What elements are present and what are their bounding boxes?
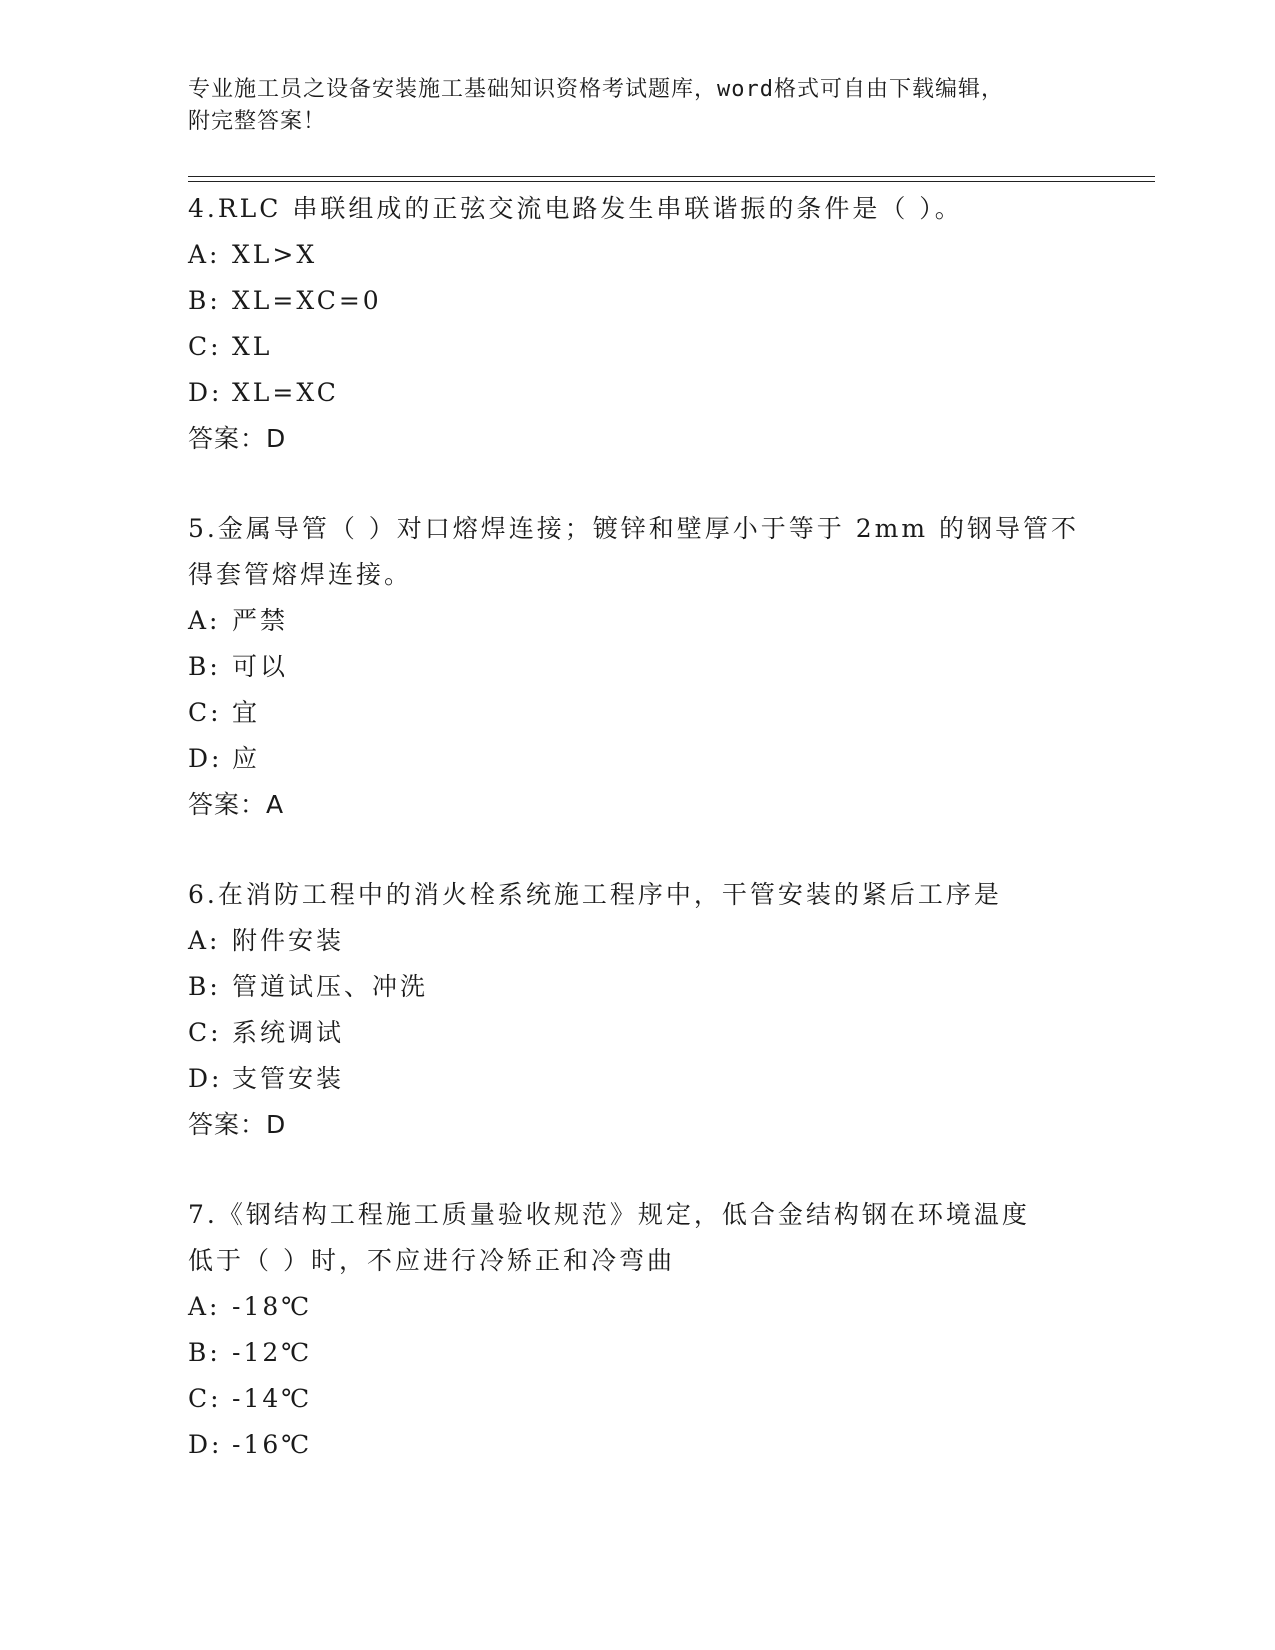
option-letter: A:	[188, 1292, 221, 1321]
header-divider-bottom	[188, 181, 1155, 182]
option-d	[188, 1422, 1088, 1468]
option-letter: A:	[188, 240, 221, 269]
question-4	[188, 186, 1088, 462]
option-letter: B:	[188, 972, 221, 1001]
option-text: 严禁	[232, 606, 289, 635]
option-a	[188, 918, 1088, 964]
option-letter: D:	[188, 378, 223, 407]
question-stem: 4.RLC 串联组成的正弦交流电路发生串联谐振的条件是（ ）。	[188, 194, 963, 223]
option-letter: A:	[188, 926, 221, 955]
option-letter: A:	[188, 606, 221, 635]
option-d	[188, 370, 1088, 416]
option-c	[188, 324, 1088, 370]
option-letter: C:	[188, 1018, 222, 1047]
question-stem-line-1: 5.金属导管（ ）对口熔焊连接；镀锌和壁厚小于等于 2mm 的钢导管不	[188, 514, 1080, 543]
option-letter: B:	[188, 652, 221, 681]
option-letter: C:	[188, 1384, 222, 1413]
question-6	[188, 872, 1088, 1148]
option-text: -16℃	[232, 1430, 313, 1459]
option-b	[188, 1330, 1088, 1376]
header-line-2: 附完整答案！	[188, 109, 327, 134]
option-b	[188, 644, 1088, 690]
question-stem-line-1: 7.《钢结构工程施工质量验收规范》规定，低合金结构钢在环境温度	[188, 1200, 1030, 1229]
option-text: XL=XC=0	[232, 286, 382, 315]
option-c	[188, 1376, 1088, 1422]
option-letter: C:	[188, 698, 222, 727]
option-text: -12℃	[232, 1338, 313, 1367]
question-stem-line-2: 得套管熔焊连接。	[188, 560, 413, 589]
option-text: 附件安装	[232, 926, 345, 955]
option-text: -18℃	[232, 1292, 313, 1321]
option-letter: B:	[188, 1338, 221, 1367]
option-b	[188, 964, 1088, 1010]
question-stem-line-2: 低于（ ）时，不应进行冷矫正和冷弯曲	[188, 1246, 675, 1275]
option-text: XL=XC	[232, 378, 339, 407]
option-d	[188, 736, 1088, 782]
option-text: XL	[232, 332, 273, 361]
option-text: 支管安装	[232, 1064, 345, 1093]
option-c	[188, 690, 1088, 736]
header-divider-top	[188, 176, 1155, 177]
option-text: 系统调试	[232, 1018, 345, 1047]
option-b	[188, 278, 1088, 324]
option-text: XL>X	[232, 240, 318, 269]
option-text: 可以	[232, 652, 289, 681]
option-text: -14℃	[232, 1384, 313, 1413]
option-text: 管道试压、冲洗	[232, 972, 429, 1001]
option-text: 宜	[232, 698, 261, 727]
option-letter: D:	[188, 744, 223, 773]
answer-line: 答案：D	[188, 1110, 287, 1139]
answer-line: 答案：A	[188, 790, 285, 819]
option-letter: C:	[188, 332, 222, 361]
question-stem: 6.在消防工程中的消火栓系统施工程序中，干管安装的紧后工序是	[188, 880, 1002, 909]
option-a	[188, 598, 1088, 644]
option-letter: B:	[188, 286, 221, 315]
option-a	[188, 1284, 1088, 1330]
option-d	[188, 1056, 1088, 1102]
option-letter: D:	[188, 1430, 223, 1459]
option-a	[188, 232, 1088, 278]
option-text: 应	[232, 744, 261, 773]
answer-line: 答案：D	[188, 424, 287, 453]
option-c	[188, 1010, 1088, 1056]
document-header	[188, 74, 1088, 138]
option-letter: D:	[188, 1064, 223, 1093]
question-5	[188, 506, 1088, 828]
header-line-1: 专业施工员之设备安装施工基础知识资格考试题库，word格式可自由下载编辑，	[188, 77, 1004, 102]
question-7	[188, 1192, 1088, 1468]
